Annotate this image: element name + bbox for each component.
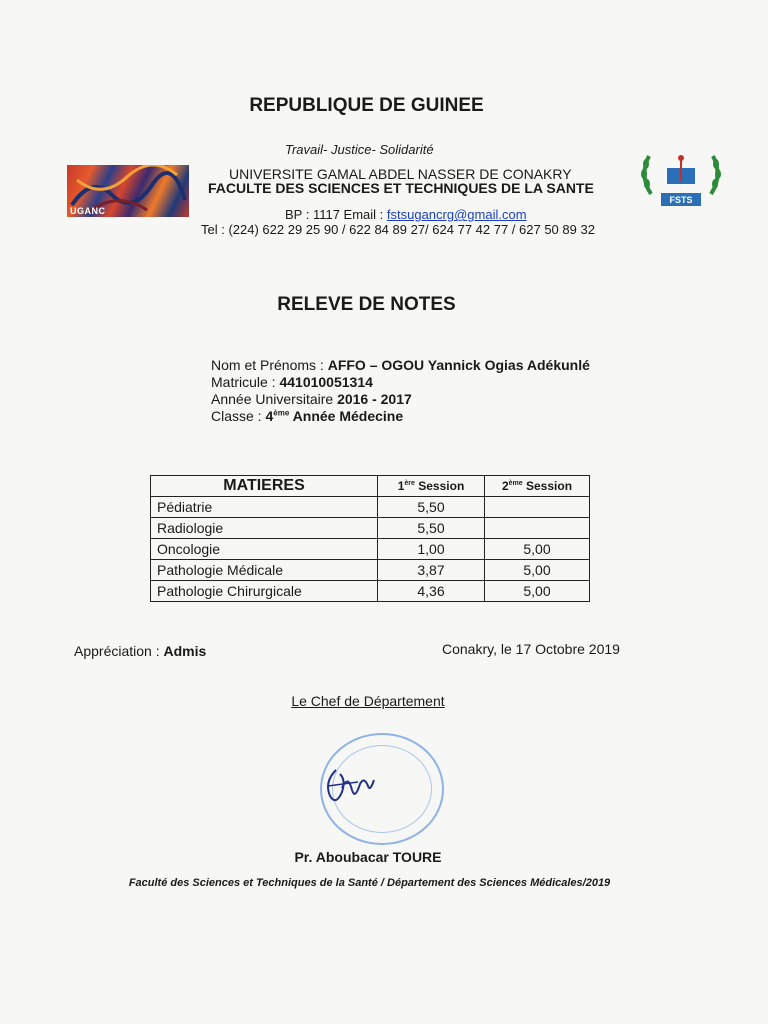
signer-name: Pr. Aboubacar TOURE: [294, 849, 442, 865]
session-1-cell: 1,00: [378, 539, 485, 560]
matricule-line: [211, 374, 373, 390]
handwritten-signature: [322, 762, 378, 812]
header-subject: MATIERES: [151, 476, 378, 497]
document-title: RELEVE DE NOTES: [277, 294, 456, 315]
university-logo-text: UGANC: [70, 206, 106, 216]
class-label: Classe :: [211, 408, 266, 424]
email-link[interactable]: fstsugancrg@gmail.com: [386, 207, 527, 222]
country-title: REPUBLIQUE DE GUINEE: [249, 95, 484, 116]
class-rest: Année Médecine: [289, 408, 404, 424]
session-2-cell: [485, 497, 590, 518]
academic-year-line: [211, 391, 412, 407]
appreciation-line: [74, 643, 206, 659]
appreciation-label: Appréciation :: [74, 643, 164, 659]
class-value: [265, 408, 403, 424]
year-label: Année Universitaire: [211, 391, 338, 407]
appreciation-value: Admis: [163, 643, 207, 659]
student-name-line: [211, 357, 590, 373]
session-2-cell: 5,00: [485, 560, 590, 581]
table-row: [151, 518, 590, 539]
date-line: Conakry, le 17 Octobre 2019: [442, 641, 620, 657]
faculty-logo: [637, 146, 725, 208]
bp-label: BP : 1117 Email :: [285, 207, 387, 222]
student-name: AFFO – OGOU Yannick Ogias Adékunlé: [327, 357, 590, 373]
session-2-cell: 5,00: [485, 581, 590, 602]
header-session-2: 2ème Session: [485, 476, 590, 497]
faculty-logo-text: FSTS: [669, 195, 693, 205]
subject-cell: Radiologie: [151, 518, 378, 539]
year-value: 2016 - 2017: [337, 391, 412, 407]
grades-table: [150, 475, 590, 602]
faculty-name: FACULTE DES SCIENCES ET TECHNIQUES DE LA SANTE: [208, 180, 594, 196]
subject-cell: Pathologie Médicale: [151, 560, 378, 581]
table-header-row: [151, 476, 590, 497]
session-2-cell: 5,00: [485, 539, 590, 560]
name-label: Nom et Prénoms :: [211, 357, 328, 373]
session-1-cell: 5,50: [378, 518, 485, 539]
table-row: [151, 497, 590, 518]
session-1-cell: 3,87: [378, 560, 485, 581]
header-session-1: 1ère Session: [378, 476, 485, 497]
contact-tel: Tel : (224) 622 29 25 90 / 622 84 89 27/ 624 77 42 77 / 627 50 89 32: [201, 222, 595, 237]
subject-cell: Pathologie Chirurgicale: [151, 581, 378, 602]
class-line: [211, 408, 403, 424]
university-name: UNIVERSITE GAMAL ABDEL NASSER DE CONAKRY: [229, 166, 572, 182]
table-row: [151, 581, 590, 602]
table-row: [151, 560, 590, 581]
class-number: 4: [265, 408, 274, 424]
subject-cell: Oncologie: [151, 539, 378, 560]
table-row: [151, 539, 590, 560]
motto: Travail- Justice- Solidarité: [285, 142, 434, 157]
session-2-cell: [485, 518, 590, 539]
matricule-label: Matricule :: [211, 374, 280, 390]
class-sup: ème: [273, 408, 290, 418]
university-logo: [67, 165, 189, 217]
footer-text: Faculté des Sciences et Techniques de la Santé / Département des Sciences Médicales/2019: [128, 877, 611, 889]
contact-bp-email: [285, 207, 527, 222]
matricule-value: 441010051314: [279, 374, 373, 390]
session-1-cell: 5,50: [378, 497, 485, 518]
subject-cell: Pédiatrie: [151, 497, 378, 518]
session-1-cell: 4,36: [378, 581, 485, 602]
chef-title: Le Chef de Département: [291, 693, 445, 709]
